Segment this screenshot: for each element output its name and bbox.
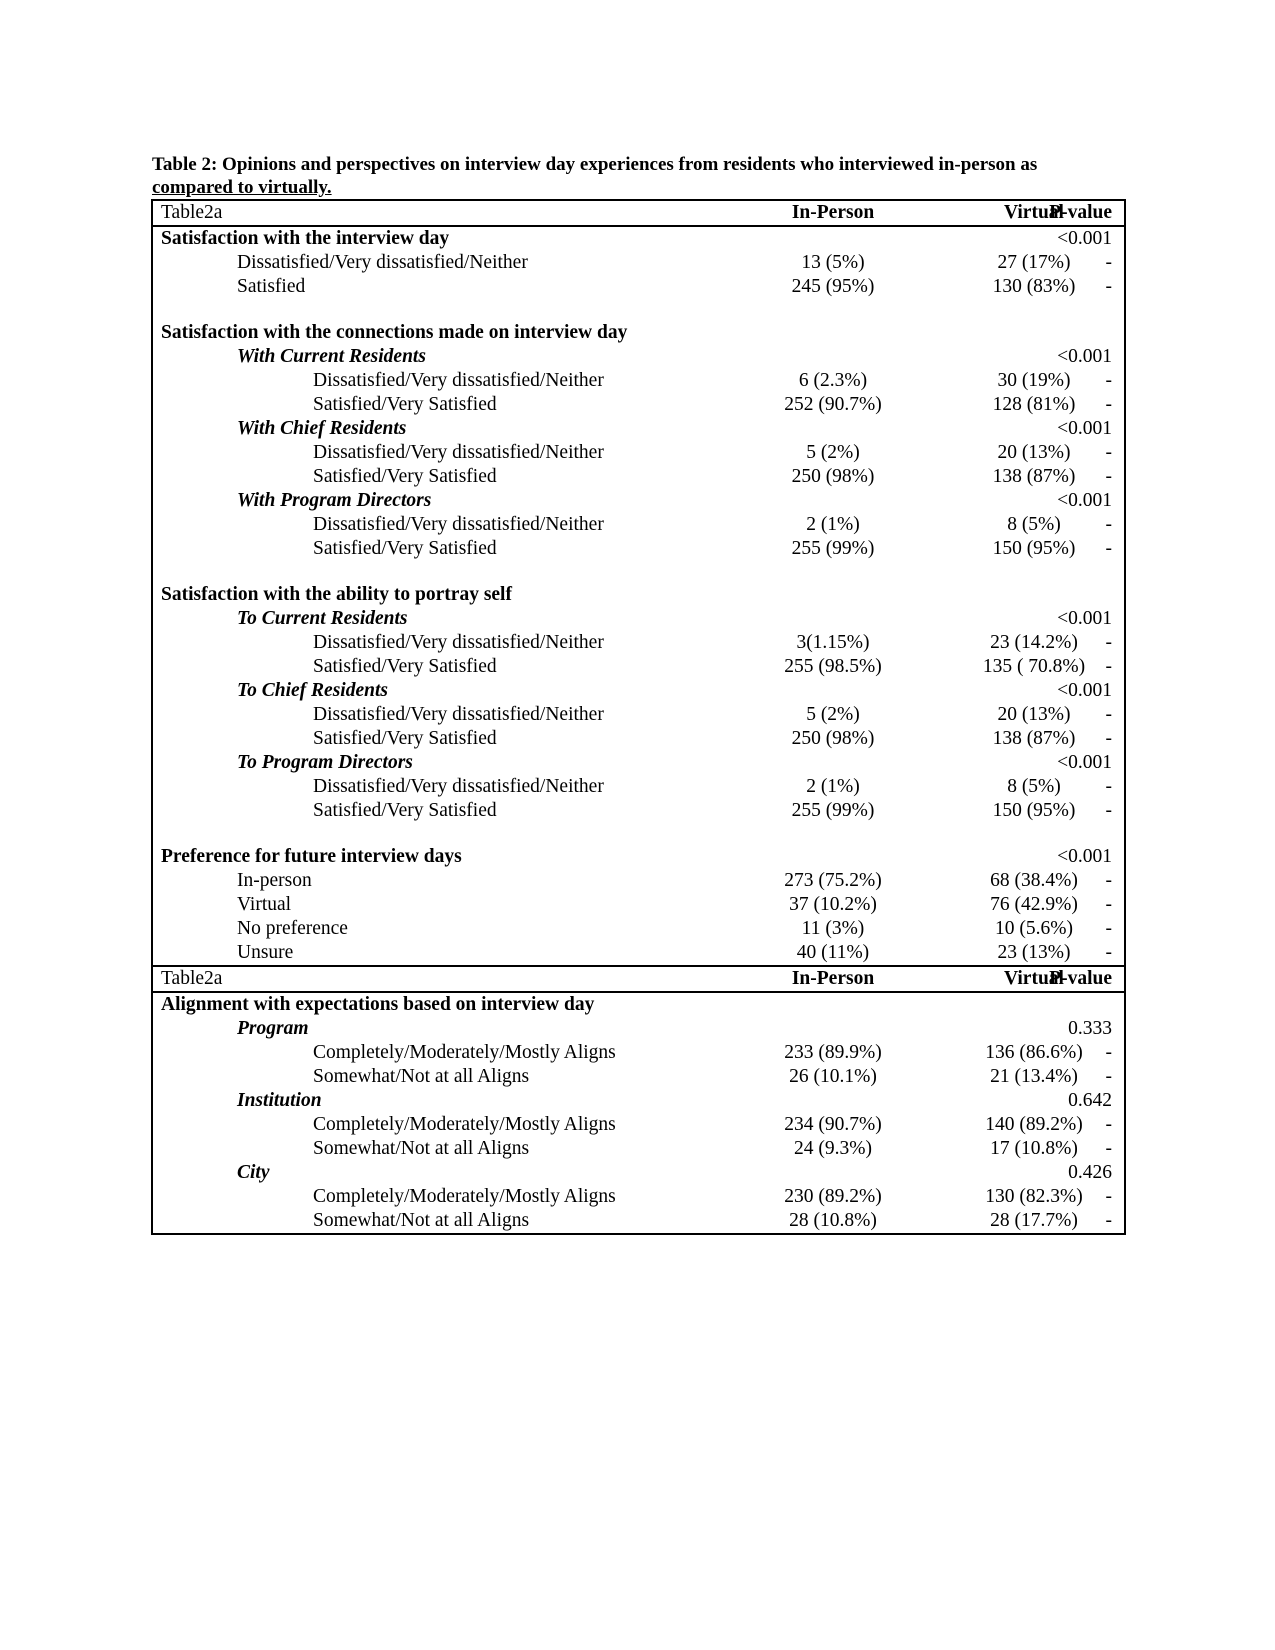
- row-label: Satisfied: [237, 276, 306, 297]
- section-title-row: [153, 321, 1124, 345]
- row-label: Completely/Moderately/Mostly Aligns: [313, 1114, 616, 1135]
- group-title-row: [153, 417, 1124, 441]
- table-row: [153, 1137, 1124, 1161]
- row-label: Dissatisfied/Very dissatisfied/Neither: [313, 704, 604, 725]
- row-in-person: 37 (10.2%): [789, 894, 877, 915]
- table-row: [153, 393, 1124, 417]
- row-label: In-person: [237, 870, 312, 891]
- row-label: Virtual: [237, 894, 292, 915]
- group-title: To Program Directors: [237, 752, 413, 773]
- row-pvalue: -: [1105, 370, 1112, 391]
- header-label: Table2a: [161, 202, 223, 223]
- row-virtual: 150 (95%): [992, 538, 1076, 559]
- group-title-row: [153, 345, 1124, 369]
- table-row: [153, 703, 1124, 727]
- row-pvalue: -: [1105, 942, 1112, 963]
- table-row: [153, 1113, 1124, 1137]
- group-title-row: [153, 1161, 1124, 1185]
- group-title: With Program Directors: [237, 490, 432, 511]
- table-row: [153, 941, 1124, 965]
- table-row: [153, 251, 1124, 275]
- section-pvalue: <0.001: [1057, 228, 1112, 249]
- row-pvalue: -: [1105, 1114, 1112, 1135]
- row-virtual: 30 (19%): [997, 370, 1071, 391]
- row-label: Satisfied/Very Satisfied: [313, 394, 497, 415]
- row-in-person: 234 (90.7%): [784, 1114, 882, 1135]
- row-label: Dissatisfied/Very dissatisfied/Neither: [313, 514, 604, 535]
- header-in-person: In-Person: [791, 968, 875, 989]
- table-row: [153, 631, 1124, 655]
- row-in-person: 230 (89.2%): [784, 1186, 882, 1207]
- row-label: Completely/Moderately/Mostly Aligns: [313, 1186, 616, 1207]
- caption-line-2: compared to virtually.: [152, 177, 332, 198]
- group-title-row: [153, 607, 1124, 631]
- table-header-row: [153, 967, 1124, 993]
- row-label: Satisfied/Very Satisfied: [313, 800, 497, 821]
- spacer-row: [153, 561, 1124, 583]
- table-row: [153, 441, 1124, 465]
- group-title: Program: [237, 1018, 309, 1039]
- row-label: Satisfied/Very Satisfied: [313, 538, 497, 559]
- table-row: [153, 465, 1124, 489]
- table-part-1: [153, 201, 1124, 965]
- row-virtual: 20 (13%): [997, 442, 1071, 463]
- table-row: [153, 1209, 1124, 1233]
- section-title: Alignment with expectations based on interview day: [161, 994, 595, 1015]
- header-virtual: Virtual: [1004, 968, 1064, 989]
- table-row: [153, 727, 1124, 751]
- row-pvalue: -: [1105, 1210, 1112, 1231]
- section-title-row: [153, 845, 1124, 869]
- header-pvalue: P-value: [1049, 968, 1112, 989]
- row-in-person: 255 (99%): [791, 800, 875, 821]
- table-row: [153, 917, 1124, 941]
- row-pvalue: -: [1105, 776, 1112, 797]
- row-in-person: 40 (11%): [796, 942, 870, 963]
- row-pvalue: -: [1105, 1042, 1112, 1063]
- row-virtual: 68 (38.4%): [990, 870, 1078, 891]
- row-pvalue: -: [1105, 870, 1112, 891]
- row-pvalue: -: [1105, 538, 1112, 559]
- row-in-person: 2 (1%): [806, 776, 860, 797]
- section-title-row: [153, 993, 1124, 1017]
- group-pvalue: <0.001: [1057, 346, 1112, 367]
- section-pvalue: <0.001: [1057, 846, 1112, 867]
- group-title: City: [237, 1162, 270, 1183]
- group-pvalue: <0.001: [1057, 418, 1112, 439]
- row-in-person: 5 (2%): [806, 442, 860, 463]
- row-pvalue: -: [1105, 918, 1112, 939]
- group-pvalue: <0.001: [1057, 680, 1112, 701]
- row-label: Dissatisfied/Very dissatisfied/Neither: [313, 632, 604, 653]
- row-virtual: 136 (86.6%): [985, 1042, 1083, 1063]
- results-table: [151, 199, 1126, 1235]
- row-in-person: 252 (90.7%): [784, 394, 882, 415]
- row-virtual: 130 (82.3%): [985, 1186, 1083, 1207]
- table-row: [153, 775, 1124, 799]
- section-title: Satisfaction with the interview day: [161, 228, 450, 249]
- row-in-person: 273 (75.2%): [784, 870, 882, 891]
- table-caption: [152, 153, 1127, 199]
- row-virtual: 28 (17.7%): [990, 1210, 1078, 1231]
- table-row: [153, 1041, 1124, 1065]
- row-label: Somewhat/Not at all Aligns: [313, 1138, 530, 1159]
- group-title-row: [153, 1089, 1124, 1113]
- row-label: Dissatisfied/Very dissatisfied/Neither: [237, 252, 528, 273]
- row-label: Somewhat/Not at all Aligns: [313, 1066, 530, 1087]
- group-title-row: [153, 679, 1124, 703]
- group-pvalue: 0.333: [1068, 1018, 1112, 1039]
- table-row: [153, 893, 1124, 917]
- row-virtual: 135 ( 70.8%): [982, 656, 1086, 677]
- table-header-row: [153, 201, 1124, 227]
- row-pvalue: -: [1105, 1138, 1112, 1159]
- row-in-person: 11 (3%): [801, 918, 865, 939]
- row-virtual: 8 (5%): [1007, 514, 1061, 535]
- section-title: Satisfaction with the connections made on interview day: [161, 322, 628, 343]
- row-in-person: 28 (10.8%): [789, 1210, 877, 1231]
- group-title: With Chief Residents: [237, 418, 407, 439]
- table-part-2: [153, 965, 1124, 1233]
- group-title-row: [153, 1017, 1124, 1041]
- row-in-person: 13 (5%): [801, 252, 865, 273]
- row-label: Dissatisfied/Very dissatisfied/Neither: [313, 442, 604, 463]
- section-title-row: [153, 583, 1124, 607]
- row-label: Completely/Moderately/Mostly Aligns: [313, 1042, 616, 1063]
- row-virtual: 23 (14.2%): [990, 632, 1078, 653]
- group-title-row: [153, 751, 1124, 775]
- group-pvalue: 0.642: [1068, 1090, 1112, 1111]
- table-row: [153, 869, 1124, 893]
- row-in-person: 245 (95%): [791, 276, 875, 297]
- row-pvalue: -: [1105, 728, 1112, 749]
- row-in-person: 255 (99%): [791, 538, 875, 559]
- header-in-person: In-Person: [791, 202, 875, 223]
- table-row: [153, 799, 1124, 823]
- row-label: No preference: [237, 918, 348, 939]
- row-in-person: 26 (10.1%): [789, 1066, 877, 1087]
- section-title: Preference for future interview days: [161, 846, 462, 867]
- row-virtual: 10 (5.6%): [995, 918, 1073, 939]
- row-virtual: 138 (87%): [992, 466, 1076, 487]
- group-title: To Chief Residents: [237, 680, 388, 701]
- row-in-person: 250 (98%): [791, 728, 875, 749]
- header-pvalue: P-value: [1049, 202, 1112, 223]
- row-pvalue: -: [1105, 466, 1112, 487]
- group-title-row: [153, 489, 1124, 513]
- row-pvalue: -: [1105, 276, 1112, 297]
- row-in-person: 3(1.15%): [796, 632, 870, 653]
- row-virtual: 128 (81%): [992, 394, 1076, 415]
- header-label: Table2a: [161, 968, 223, 989]
- row-pvalue: -: [1105, 394, 1112, 415]
- row-pvalue: -: [1105, 442, 1112, 463]
- row-virtual: 130 (83%): [992, 276, 1076, 297]
- row-virtual: 17 (10.8%): [990, 1138, 1078, 1159]
- row-virtual: 27 (17%): [997, 252, 1071, 273]
- row-virtual: 8 (5%): [1007, 776, 1061, 797]
- row-in-person: 250 (98%): [791, 466, 875, 487]
- row-in-person: 6 (2.3%): [798, 370, 868, 391]
- row-pvalue: -: [1105, 1186, 1112, 1207]
- row-pvalue: -: [1105, 656, 1112, 677]
- row-pvalue: -: [1105, 894, 1112, 915]
- row-label: Somewhat/Not at all Aligns: [313, 1210, 530, 1231]
- row-virtual: 23 (13%): [997, 942, 1071, 963]
- table-row: [153, 275, 1124, 299]
- row-virtual: 21 (13.4%): [990, 1066, 1078, 1087]
- table-row: [153, 537, 1124, 561]
- section-title-row: [153, 227, 1124, 251]
- row-label: Satisfied/Very Satisfied: [313, 728, 497, 749]
- row-in-person: 233 (89.9%): [784, 1042, 882, 1063]
- row-label: Satisfied/Very Satisfied: [313, 466, 497, 487]
- table-row: [153, 1185, 1124, 1209]
- table-row: [153, 513, 1124, 537]
- spacer-row: [153, 299, 1124, 321]
- spacer-row: [153, 823, 1124, 845]
- group-title: Institution: [237, 1090, 322, 1111]
- group-pvalue: 0.426: [1068, 1162, 1112, 1183]
- header-virtual: Virtual: [1004, 202, 1064, 223]
- row-virtual: 138 (87%): [992, 728, 1076, 749]
- row-pvalue: -: [1105, 704, 1112, 725]
- row-virtual: 20 (13%): [997, 704, 1071, 725]
- row-in-person: 24 (9.3%): [794, 1138, 872, 1159]
- row-virtual: 76 (42.9%): [990, 894, 1078, 915]
- section-title: Satisfaction with the ability to portray self: [161, 584, 512, 605]
- row-label: Dissatisfied/Very dissatisfied/Neither: [313, 370, 604, 391]
- row-pvalue: -: [1105, 514, 1112, 535]
- row-virtual: 140 (89.2%): [985, 1114, 1083, 1135]
- row-virtual: 150 (95%): [992, 800, 1076, 821]
- table-row: [153, 369, 1124, 393]
- group-title: To Current Residents: [237, 608, 408, 629]
- group-pvalue: <0.001: [1057, 490, 1112, 511]
- row-pvalue: -: [1105, 800, 1112, 821]
- row-pvalue: -: [1105, 252, 1112, 273]
- group-pvalue: <0.001: [1057, 752, 1112, 773]
- group-pvalue: <0.001: [1057, 608, 1112, 629]
- row-in-person: 255 (98.5%): [784, 656, 882, 677]
- row-label: Unsure: [237, 942, 294, 963]
- caption-line-1: Table 2: Opinions and perspectives on interview day experiences from residents who interviewed in-person as: [152, 154, 1038, 175]
- row-in-person: 2 (1%): [806, 514, 860, 535]
- row-pvalue: -: [1105, 632, 1112, 653]
- group-title: With Current Residents: [237, 346, 426, 367]
- row-label: Dissatisfied/Very dissatisfied/Neither: [313, 776, 604, 797]
- row-pvalue: -: [1105, 1066, 1112, 1087]
- row-label: Satisfied/Very Satisfied: [313, 656, 497, 677]
- table-row: [153, 655, 1124, 679]
- row-in-person: 5 (2%): [806, 704, 860, 725]
- table-row: [153, 1065, 1124, 1089]
